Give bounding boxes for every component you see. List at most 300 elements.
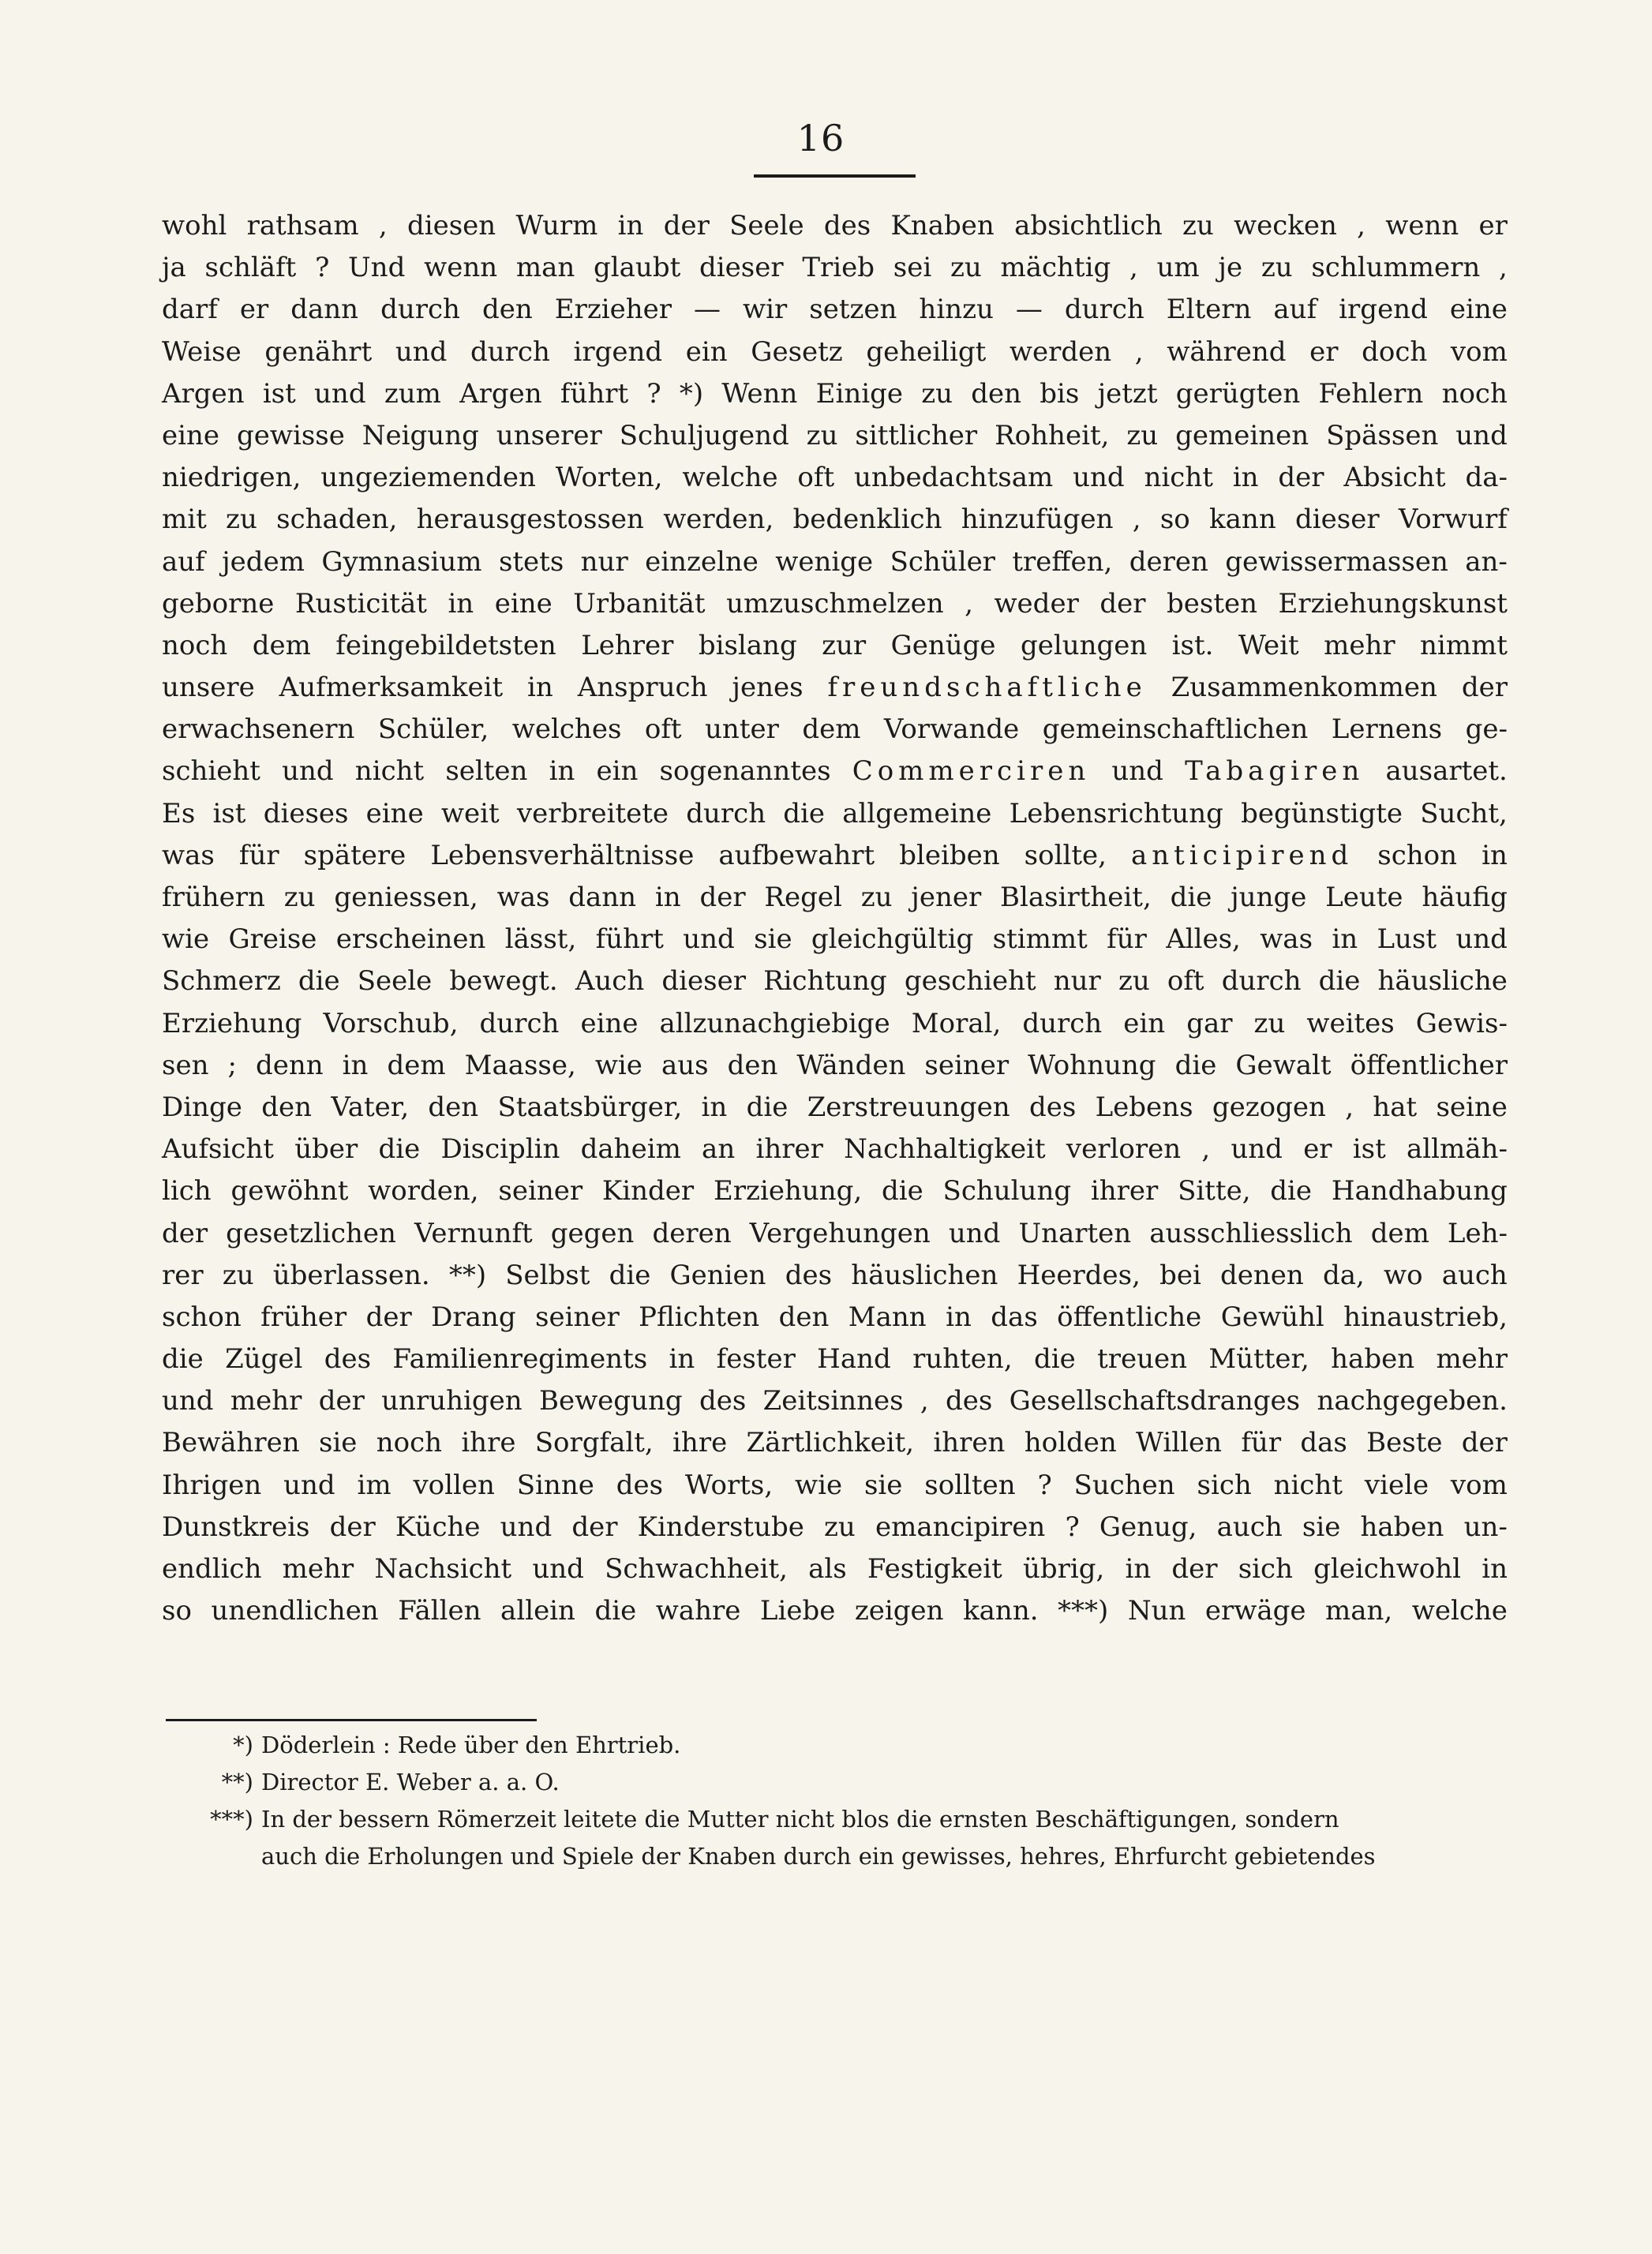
word: rathsam: [246, 210, 359, 242]
word: Wänden: [796, 1049, 906, 1081]
word: gewisse: [236, 419, 345, 451]
word: zu: [1261, 252, 1293, 284]
word: noch: [376, 1427, 443, 1459]
word: Fehlern: [1318, 377, 1424, 410]
word: Alles,: [1166, 923, 1241, 956]
word: Dinge: [162, 1091, 242, 1123]
word: Gesellschaftsdranges: [1009, 1385, 1301, 1417]
word: welche: [1411, 1595, 1508, 1627]
word: holden: [1024, 1427, 1117, 1459]
word: rer: [162, 1259, 204, 1291]
word: Und: [348, 252, 406, 284]
word: gezogen: [1212, 1091, 1326, 1123]
word: —: [1015, 294, 1043, 326]
word: den: [971, 377, 1022, 410]
word: ruhten,: [912, 1343, 1013, 1376]
word: vom: [1450, 335, 1508, 368]
word: daheim: [580, 1133, 681, 1166]
word: führt: [595, 923, 664, 956]
word: ihrer: [1090, 1175, 1159, 1208]
word: hinzu: [919, 294, 994, 326]
word: sollte,: [1024, 839, 1107, 871]
word: und: [1231, 1133, 1283, 1166]
word: nimmt: [1420, 629, 1508, 661]
footnote: [162, 1764, 1508, 1801]
word: gemeinen: [1175, 419, 1309, 451]
word: vollen: [413, 1469, 495, 1501]
word: Weit: [1238, 629, 1299, 661]
word: Erzieher: [554, 294, 672, 326]
word: ihre: [672, 1427, 728, 1459]
word: um: [1156, 252, 1200, 284]
word: welches: [511, 713, 622, 746]
word: ,: [1499, 252, 1508, 284]
text-line: [162, 709, 1508, 751]
word: so: [1159, 504, 1190, 536]
word: in: [669, 1343, 695, 1376]
word: nur: [580, 545, 628, 578]
word: wie: [795, 1469, 843, 1501]
word: Blasirtheit,: [1000, 882, 1152, 913]
word: und: [283, 1469, 335, 1501]
word: dann: [568, 882, 637, 913]
word: Moral,: [911, 1007, 1002, 1039]
word: Unarten: [1018, 1217, 1132, 1249]
word: einzelne: [645, 545, 759, 578]
word: freundschaftliche: [827, 672, 1147, 704]
footnotes: [162, 1727, 1508, 1875]
word: gleichgültig: [811, 923, 974, 956]
word: den: [261, 1091, 313, 1123]
word: aufbewahrt: [718, 839, 875, 871]
word: der: [1461, 672, 1508, 704]
word: gemeinschaftlichen: [1042, 713, 1309, 746]
text-line: [162, 919, 1508, 960]
word: Disciplin: [440, 1133, 560, 1166]
word: Richtung: [763, 965, 887, 998]
footnote-mark: ***): [210, 1806, 253, 1833]
word: sie: [863, 1469, 903, 1501]
word: jetzt: [1097, 377, 1158, 410]
word: ist.: [1171, 629, 1214, 661]
word: Maasse,: [464, 1049, 576, 1081]
word: den: [428, 1091, 479, 1123]
word: geschieht: [904, 965, 1036, 998]
word: Trieb: [802, 252, 875, 284]
word: un-: [1463, 1511, 1508, 1543]
word: sei: [893, 252, 932, 284]
word: zu: [222, 1259, 254, 1291]
text-line: [162, 457, 1508, 499]
word: zu: [1126, 419, 1159, 451]
word: niedrigen,: [162, 462, 302, 494]
word: der: [663, 210, 710, 242]
word: ,: [1357, 210, 1365, 242]
word: in: [448, 587, 474, 620]
word: weites: [1306, 1007, 1395, 1039]
word: schaden,: [276, 504, 398, 536]
word: schläft: [204, 252, 297, 284]
word: eine: [494, 587, 553, 620]
word: zu: [1182, 210, 1214, 242]
word: durch: [1022, 1007, 1103, 1039]
word: wenn: [424, 252, 498, 284]
word: —: [694, 294, 721, 326]
word: nicht: [354, 755, 425, 788]
word: herausgestossen: [416, 504, 644, 536]
word: die: [1033, 1343, 1076, 1376]
word: Schulung: [942, 1175, 1072, 1208]
body-text: [162, 205, 1508, 1709]
word: die: [882, 1175, 923, 1208]
footnote-text: Director E. Weber a. a. O.: [261, 1769, 560, 1795]
word: ihren: [933, 1427, 1006, 1459]
word: ,: [1129, 252, 1138, 284]
word: der: [1171, 1553, 1218, 1585]
word: durch: [479, 1007, 560, 1039]
word: allein: [500, 1595, 575, 1627]
word: Vergehungen: [749, 1217, 931, 1249]
word: Argen: [459, 377, 542, 410]
word: Regel: [764, 882, 842, 913]
word: eine: [1449, 294, 1508, 326]
word: nachgegeben.: [1317, 1385, 1508, 1417]
word: Kinderstube: [637, 1511, 804, 1543]
word: ausschliesslich: [1149, 1217, 1353, 1249]
word: er: [1309, 335, 1339, 368]
word: und: [395, 335, 448, 368]
word: viele: [1364, 1469, 1429, 1501]
word: gelungen: [1020, 629, 1148, 661]
word: eine: [162, 419, 220, 451]
word: geniessen,: [334, 882, 478, 913]
word: des: [1028, 1091, 1077, 1123]
word: Neigung: [361, 419, 479, 451]
word: frühern: [162, 882, 265, 913]
word: die: [298, 965, 340, 998]
word: der: [1461, 1427, 1508, 1459]
word: übrig,: [1022, 1553, 1105, 1585]
text-line: [162, 960, 1508, 1002]
word: des: [785, 1259, 833, 1291]
word: die: [1270, 1175, 1313, 1208]
word: Weise: [162, 335, 242, 368]
word: bislang: [698, 629, 797, 661]
word: und: [1455, 419, 1508, 451]
word: die: [609, 1259, 651, 1291]
word: Erziehung: [162, 1007, 302, 1039]
word: geborne: [162, 587, 275, 620]
word: schon: [1377, 839, 1458, 871]
word: Nachsicht: [374, 1553, 512, 1585]
word: lich: [162, 1175, 212, 1208]
footnote-text: Döderlein : Rede über den Ehrtrieb.: [261, 1732, 681, 1758]
word: gegen: [550, 1217, 635, 1249]
text-line: [162, 499, 1508, 541]
word: Suchen: [1073, 1469, 1175, 1501]
word: führt: [560, 377, 629, 410]
word: Argen: [162, 377, 245, 410]
word: ?: [315, 252, 330, 284]
word: aus: [661, 1049, 709, 1081]
word: zu: [824, 1511, 856, 1543]
word: bedenklich: [792, 504, 942, 536]
word: setzen: [809, 294, 897, 326]
word: Lebens: [1095, 1091, 1193, 1123]
word: Pflichten: [639, 1301, 760, 1333]
text-line: [162, 625, 1508, 667]
word: in: [1482, 839, 1508, 871]
text-line: [162, 1422, 1508, 1464]
word: was: [162, 839, 215, 871]
word: welche: [682, 462, 778, 494]
word: Lebensverhältnisse: [430, 839, 695, 871]
word: Vernunft: [414, 1217, 533, 1249]
word: Vater,: [331, 1091, 410, 1123]
word: zu: [1118, 965, 1150, 998]
word: sittlicher: [855, 419, 978, 451]
word: Commerciren: [852, 755, 1091, 788]
word: jenes: [732, 672, 804, 704]
word: durch: [686, 797, 766, 829]
word: Bewähren: [162, 1427, 300, 1459]
word: Handhabung: [1331, 1175, 1508, 1208]
word: treuen: [1097, 1343, 1188, 1376]
word: gesetzlichen: [226, 1217, 396, 1249]
word: Ihrigen: [162, 1469, 262, 1501]
word: wecken: [1234, 210, 1337, 242]
word: ,: [378, 210, 388, 242]
word: ge-: [1465, 713, 1508, 746]
text-line: [162, 1380, 1508, 1422]
word: nicht: [1144, 462, 1213, 494]
word: Dunstkreis: [162, 1511, 310, 1543]
word: ein: [1123, 1007, 1166, 1039]
text-line: [162, 1590, 1508, 1632]
text-line: [162, 1129, 1508, 1170]
word: die: [594, 1595, 637, 1627]
word: werden,: [663, 504, 774, 536]
word: Rohheit,: [995, 419, 1110, 451]
word: sie: [1302, 1511, 1341, 1543]
word: schlummern: [1311, 252, 1481, 284]
word: der: [699, 882, 746, 913]
word: er: [1303, 1133, 1332, 1166]
word: Erziehung,: [713, 1175, 863, 1208]
word: noch: [1441, 377, 1508, 410]
word: in: [617, 210, 644, 242]
word: in: [549, 755, 575, 788]
word: ihrer: [755, 1133, 823, 1166]
word: und: [500, 1511, 553, 1543]
word: der: [1099, 587, 1146, 620]
word: auf: [162, 545, 205, 578]
word: allzunachgiebige: [659, 1007, 890, 1039]
word: Zärtlichkeit,: [746, 1427, 915, 1459]
word: Spässen: [1326, 419, 1439, 451]
word: Auch: [575, 965, 645, 998]
word: allgemeine: [842, 797, 992, 829]
word: Erziehungskunst: [1278, 587, 1508, 620]
word: in: [1125, 1553, 1152, 1585]
word: und: [683, 923, 735, 956]
word: ist: [212, 797, 246, 829]
word: ,: [1132, 504, 1141, 536]
word: dieses: [263, 797, 349, 829]
word: Kinder: [601, 1175, 695, 1208]
word: man,: [1325, 1595, 1393, 1627]
word: unter: [705, 713, 779, 746]
word: des: [823, 210, 871, 242]
word: sie: [318, 1427, 358, 1459]
word: endlich: [162, 1553, 262, 1585]
word: durch: [380, 294, 460, 326]
word: Leute: [1325, 882, 1403, 913]
word: stimmt: [992, 923, 1088, 956]
word: ein: [596, 755, 639, 788]
word: wo: [1383, 1259, 1423, 1291]
word: lässt,: [504, 923, 577, 956]
word: dem: [387, 1049, 446, 1081]
word: haben: [1331, 1343, 1415, 1376]
word: sie: [754, 923, 792, 956]
word: Schwachheit,: [605, 1553, 788, 1585]
word: Schüler: [890, 545, 995, 578]
word: unendlichen: [211, 1595, 379, 1627]
word: schieht: [162, 755, 260, 788]
word: Sorgfalt,: [534, 1427, 654, 1459]
word: eine: [580, 1007, 639, 1039]
word: dem: [802, 713, 861, 746]
word: Hand: [817, 1343, 891, 1376]
word: im: [357, 1469, 391, 1501]
word: Gymnasium: [321, 545, 482, 578]
word: zu: [283, 882, 316, 913]
word: Zeitsinnes: [762, 1385, 904, 1417]
word: sen: [162, 1049, 209, 1081]
word: weit: [440, 797, 500, 829]
word: spätere: [303, 839, 406, 871]
text-line: [162, 1548, 1508, 1590]
word: zeigen: [854, 1595, 944, 1627]
word: werden: [1009, 335, 1112, 368]
word: in: [527, 672, 553, 704]
word: Vorwurf: [1398, 504, 1508, 536]
word: besten: [1167, 587, 1258, 620]
word: begünstigte: [1241, 797, 1403, 829]
word: deren: [1129, 545, 1208, 578]
word: ,: [920, 1385, 929, 1417]
word: Sucht,: [1420, 797, 1508, 829]
word: Heerdes,: [1017, 1259, 1141, 1291]
word: und: [532, 1553, 584, 1585]
word: in: [1482, 1553, 1508, 1585]
word: der: [318, 1385, 365, 1417]
word: das: [1300, 1427, 1347, 1459]
word: ,: [965, 587, 973, 620]
word: irgend: [1339, 294, 1428, 326]
word: überlassen.: [272, 1259, 430, 1291]
word: was: [496, 882, 550, 913]
word: Festigkeit: [867, 1553, 1002, 1585]
word: Lernens: [1331, 713, 1443, 746]
text-line: [162, 1339, 1508, 1380]
word: Wenn: [721, 377, 798, 410]
word: gerügten: [1175, 377, 1301, 410]
word: Tabagiren: [1185, 755, 1365, 788]
word: geheiligt: [866, 335, 987, 368]
word: an: [702, 1133, 736, 1166]
text-line: [162, 289, 1508, 331]
word: *): [679, 377, 704, 410]
text-line: [162, 1507, 1508, 1548]
word: absichtlich: [1014, 210, 1163, 242]
word: allmäh-: [1407, 1133, 1508, 1166]
word: Worts,: [684, 1469, 774, 1501]
text-line: [162, 1255, 1508, 1297]
word: dann: [290, 294, 359, 326]
word: Absicht: [1343, 462, 1446, 494]
word: Schuljugend: [619, 419, 789, 451]
word: Anspruch: [577, 672, 708, 704]
word: treffen,: [1012, 545, 1113, 578]
word: über: [294, 1133, 358, 1166]
text-line: [162, 751, 1508, 792]
word: kann: [1209, 504, 1276, 536]
word: denen: [1220, 1259, 1304, 1291]
word: schon: [162, 1301, 242, 1333]
word: Küche: [395, 1511, 481, 1543]
word: und: [948, 1217, 1001, 1249]
word: ungeziemenden: [320, 462, 536, 494]
text-line: [162, 835, 1508, 877]
word: Drang: [431, 1301, 516, 1333]
word: mehr: [1436, 1343, 1508, 1376]
footnote-mark: *): [233, 1732, 253, 1758]
word: ,: [1345, 1091, 1354, 1123]
word: dieser: [661, 965, 746, 998]
word: gewöhnt: [230, 1175, 349, 1208]
word: sollten: [924, 1469, 1016, 1501]
word: des: [616, 1469, 664, 1501]
text-line: [162, 1297, 1508, 1339]
word: zu: [1253, 1007, 1286, 1039]
word: und: [1073, 462, 1125, 494]
word: selten: [445, 755, 528, 788]
word: und: [1455, 923, 1508, 956]
word: verbreitete: [516, 797, 669, 829]
word: Familienregiments: [392, 1343, 648, 1376]
word: sich: [1197, 1469, 1252, 1501]
word: dem: [1370, 1217, 1429, 1249]
word: Bewegung: [538, 1385, 683, 1417]
word: Zerstreuungen: [807, 1091, 1010, 1123]
word: des: [324, 1343, 372, 1376]
word: Urbanität: [573, 587, 706, 620]
footnote: [162, 1838, 1508, 1875]
word: des: [946, 1385, 993, 1417]
word: Zügel: [225, 1343, 303, 1376]
word: stets: [498, 545, 564, 578]
word: für: [1107, 923, 1147, 956]
word: sogenanntes: [659, 755, 831, 788]
word: Mütter,: [1208, 1343, 1309, 1376]
word: in: [1232, 462, 1259, 494]
word: Liebe: [759, 1595, 836, 1627]
word: zur: [822, 629, 867, 661]
word: häuslichen: [851, 1259, 998, 1291]
word: Genug,: [1099, 1511, 1197, 1543]
